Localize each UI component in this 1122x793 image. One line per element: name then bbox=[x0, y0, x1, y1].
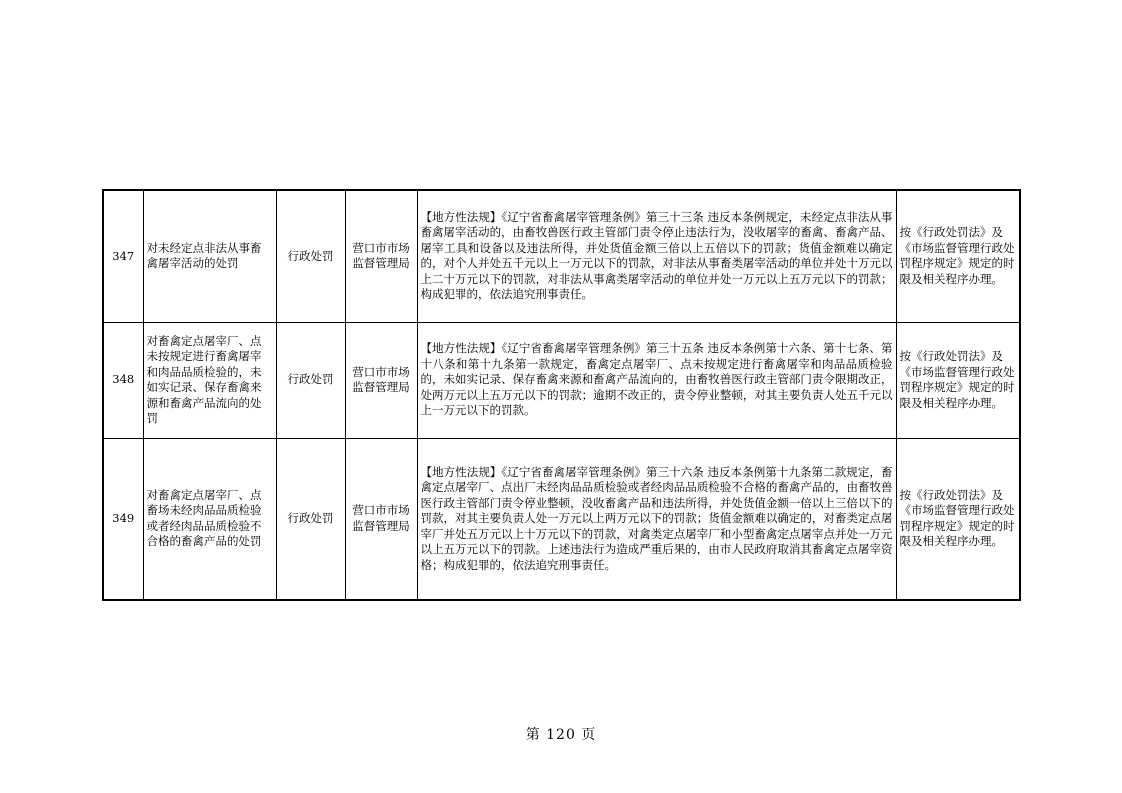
row-number: 349 bbox=[103, 438, 143, 600]
table-row bbox=[103, 190, 1020, 322]
table-row bbox=[103, 438, 1020, 600]
procedure: 按《行政处罚法》及《市场监督管理行政处罚程序规定》规定的时限及相关程序办理。 bbox=[896, 322, 1020, 438]
implementing-department: 营口市市场监督管理局 bbox=[345, 322, 417, 438]
legal-basis: 【地方性法规】《辽宁省畜禽屠宰管理条例》第三十六条 违反本条例第十九条第二款规定，畜禽定点屠宰厂、点出厂未经肉品品质检验或者经肉品品质检验不合格的畜禽产品的，由畜牧兽医行政主管部门责令停业整顿，没收畜禽产品和违法所得，并处货值金额一倍以上三倍以下的罚款，对其主要负责人处一万元以上两万元以下的罚款；货值金额难以确定的，对畜类定点屠宰厂并处五万元以上十万元以下的罚款，对禽类定点屠宰厂和小型畜禽定点屠宰点并处一万元以上五万元以下的罚款。上述违法行为造成严重后果的，由市人民政府取消其畜禽定点屠宰资格；构成犯罪的，依法追究刑事责任。 bbox=[417, 438, 896, 600]
item-name: 对未经定点非法从事畜禽屠宰活动的处罚 bbox=[143, 190, 276, 322]
procedure: 按《行政处罚法》及《市场监督管理行政处罚程序规定》规定的时限及相关程序办理。 bbox=[896, 190, 1020, 322]
penalty-table bbox=[102, 189, 1021, 601]
legal-basis: 【地方性法规】《辽宁省畜禽屠宰管理条例》第三十三条 违反本条例规定，未经定点非法从事畜禽屠宰活动的，由畜牧兽医行政主管部门责令停止违法行为，没收屠宰的畜禽、畜禽产品、屠宰工具和设备以及违法所得，并处货值金额三倍以上五倍以下的罚款；货值金额难以确定的，对个人并处五千元以上一万元以下的罚款，对非法从事畜类屠宰活动的单位并处十万元以上二十万元以下的罚款，对非法从事禽类屠宰活动的单位并处一万元以上五万元以下的罚款；构成犯罪的，依法追究刑事责任。 bbox=[417, 190, 896, 322]
row-number: 347 bbox=[103, 190, 143, 322]
item-name: 对畜禽定点屠宰厂、点畜场未经肉品品质检验或者经肉品品质检验不合格的畜禽产品的处罚 bbox=[143, 438, 276, 600]
item-type: 行政处罚 bbox=[276, 438, 345, 600]
row-number: 348 bbox=[103, 322, 143, 438]
procedure: 按《行政处罚法》及《市场监督管理行政处罚程序规定》规定的时限及相关程序办理。 bbox=[896, 438, 1020, 600]
item-type: 行政处罚 bbox=[276, 322, 345, 438]
item-name: 对畜禽定点屠宰厂、点未按规定进行畜禽屠宰和肉品品质检验的，未如实记录、保存畜禽来源和畜禽产品流向的处罚 bbox=[143, 322, 276, 438]
legal-basis: 【地方性法规】《辽宁省畜禽屠宰管理条例》第三十五条 违反本条例第十六条、第十七条、第十八条和第十九条第一款规定，畜禽定点屠宰厂、点未按规定进行畜禽屠宰和肉品品质检验的，未如实记录、保存畜禽来源和畜禽产品流向的，由畜牧兽医行政主管部门责令限期改正，处两万元以上五万元以下的罚款；逾期不改正的，责令停业整顿，对其主要负责人处五千元以上一万元以下的罚款。 bbox=[417, 322, 896, 438]
implementing-department: 营口市市场监督管理局 bbox=[345, 190, 417, 322]
item-type: 行政处罚 bbox=[276, 190, 345, 322]
table-row bbox=[103, 322, 1020, 438]
page-number: 第 120 页 bbox=[525, 727, 597, 743]
implementing-department: 营口市市场监督管理局 bbox=[345, 438, 417, 600]
